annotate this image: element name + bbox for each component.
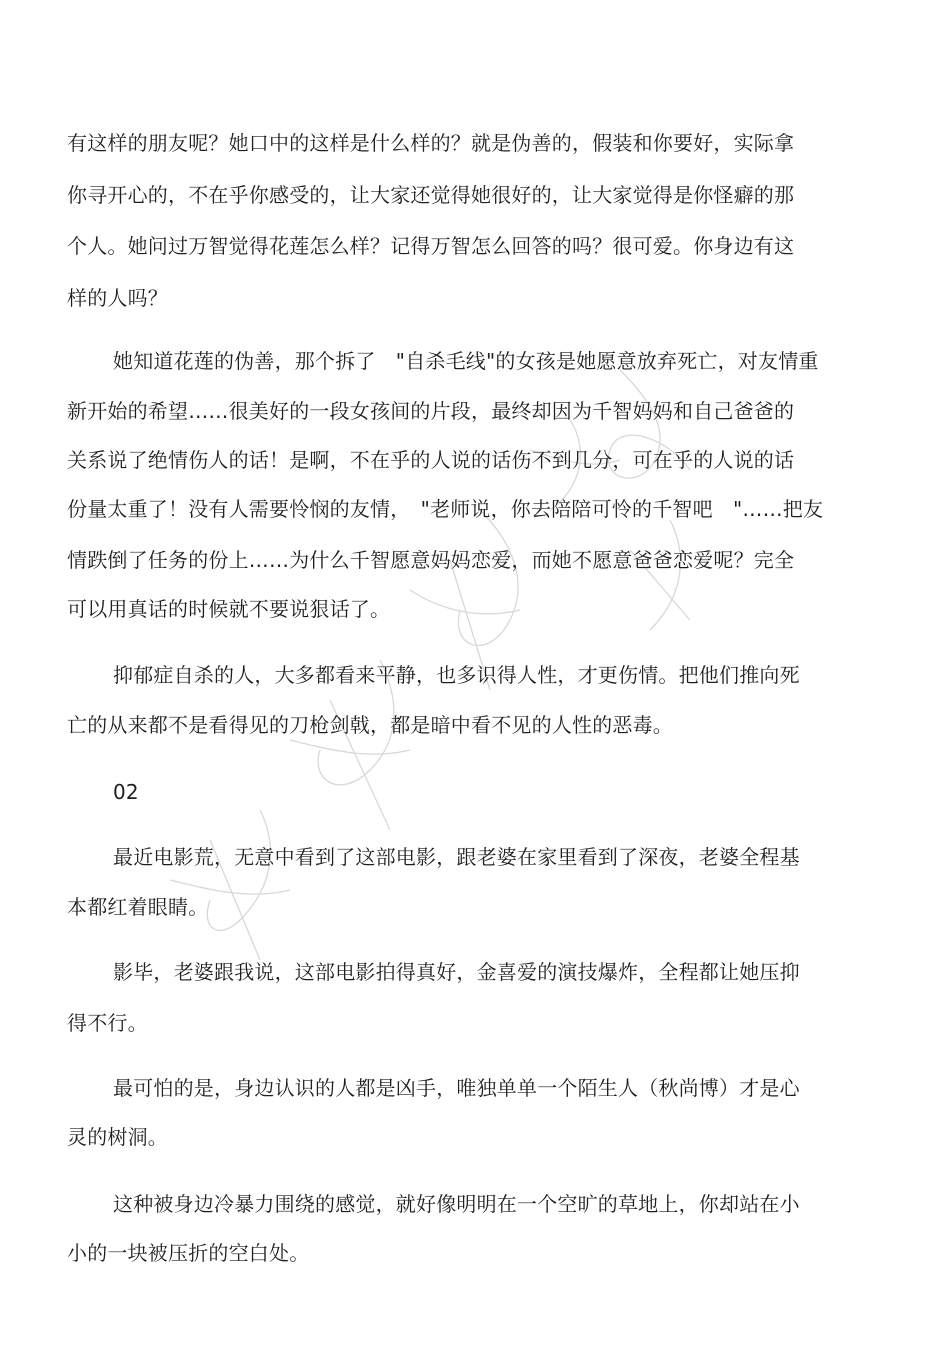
text-line: 她知道花莲的伪善，那个拆了 "自杀毛线"的女孩是她愿意放弃死亡，对友情重: [113, 349, 819, 373]
text-line: 抑郁症自杀的人，大多都看来平静，也多识得人性，才更伤情。把他们推向死: [113, 663, 800, 687]
text-line: 你寻开心的，不在乎你感受的，让大家还觉得她很好的，让大家觉得是你怪癖的那: [67, 183, 795, 207]
text-line: 最可怕的是，身边认识的人都是凶手，唯独单单一个陌生人（秋尚博）才是心: [113, 1076, 800, 1100]
text-line: 可以用真话的时候就不要说狠话了。: [67, 597, 391, 621]
text-line: 这种被身边冷暴力围绕的感觉，就好像明明在一个空旷的草地上，你却站在小: [113, 1192, 800, 1216]
text-line: 最近电影荒，无意中看到了这部电影，跟老婆在家里看到了深夜，老婆全程基: [113, 845, 800, 869]
text-line: 情跌倒了任务的份上……为什么千智愿意妈妈恋爱，而她不愿意爸爸恋爱呢？完全: [67, 548, 795, 572]
text-line: 小的一块被压折的空白处。: [67, 1241, 310, 1265]
text-line: 本都红着眼睛。: [67, 895, 209, 919]
text-line: 灵的树洞。: [67, 1125, 168, 1149]
text-line: 有这样的朋友呢？她口中的这样是什么样的？就是伪善的，假装和你要好，实际拿: [67, 131, 795, 155]
text-line: 亡的从来都不是看得见的刀枪剑戟，都是暗中看不见的人性的恶毒。: [67, 713, 673, 737]
text-line: 新开始的希望……很美好的一段女孩间的片段，最终却因为千智妈妈和自己爸爸的: [67, 399, 795, 423]
text-line: 得不行。: [67, 1011, 148, 1035]
text-line: 关系说了绝情伤人的话！是啊，不在乎的人说的话伤不到几分，可在乎的人说的话: [67, 448, 795, 472]
text-line: 样的人吗？: [67, 286, 168, 310]
text-line: 个人。她问过万智觉得花莲怎么样？记得万智怎么回答的吗？很可爱。你身边有这: [67, 234, 795, 258]
text-line: 份量太重了！没有人需要怜悯的友情， "老师说，你去陪陪可怜的千智吧 "……把友: [67, 497, 824, 521]
text-line: 影毕，老婆跟我说，这部电影拍得真好，金喜爱的演技爆炸，全程都让她压抑: [113, 960, 800, 984]
section-heading: 02: [113, 780, 139, 804]
